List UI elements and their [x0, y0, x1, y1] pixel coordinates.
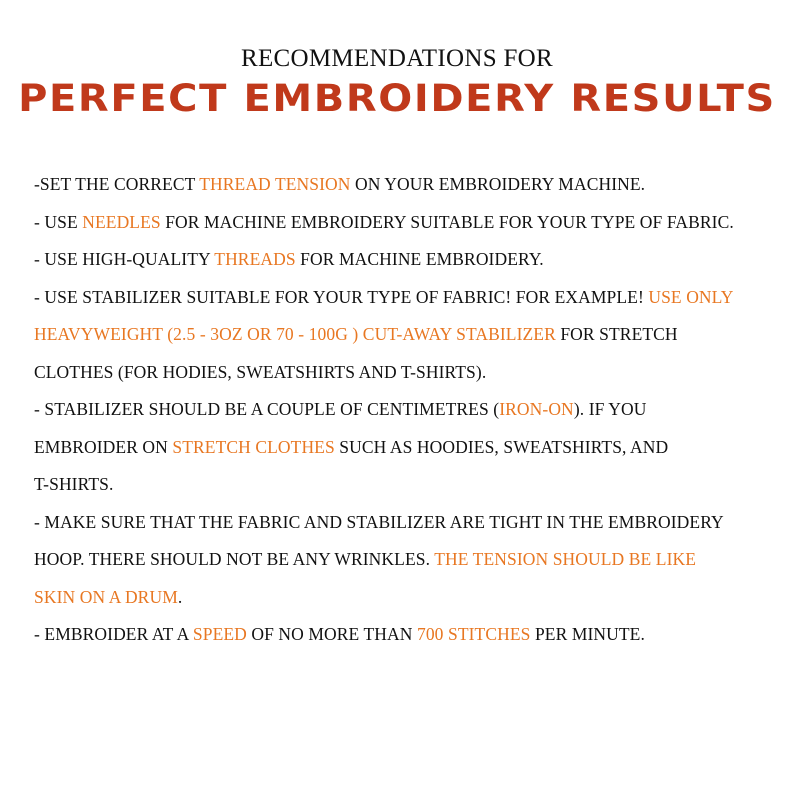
- text-segment: -SET THE CORRECT: [34, 174, 200, 194]
- highlighted-text: NEEDLES: [82, 211, 161, 232]
- highlighted-text: IRON-ON: [499, 399, 574, 419]
- text-line: [34, 616, 784, 654]
- text-line: [34, 429, 784, 467]
- highlighted-text: SPEED: [192, 624, 247, 644]
- text-segment: - MAKE SURE THAT THE FABRIC AND STABILIZER ARE TIGHT IN THE EMBROIDERY: [34, 511, 724, 532]
- text-line: [34, 354, 784, 392]
- text-line: [34, 166, 784, 204]
- recommendations-list: [34, 166, 784, 654]
- text-line: [34, 541, 784, 579]
- page-title: PERFECT EMBROIDERY RESULTS: [18, 77, 776, 120]
- text-segment: HOOP. THERE SHOULD NOT BE ANY WRINKLES.: [34, 549, 435, 569]
- text-line: [34, 241, 784, 279]
- text-line: [34, 204, 784, 242]
- text-line: [34, 391, 784, 429]
- text-line: [34, 279, 784, 317]
- text-segment: - STABILIZER SHOULD BE A COUPLE OF CENTIMETRES (: [34, 399, 500, 419]
- highlighted-text: THE TENSION SHOULD BE LIKE: [434, 549, 697, 569]
- highlighted-text: USE ONLY: [648, 286, 734, 307]
- text-segment: FOR MACHINE EMBROIDERY.: [295, 249, 544, 269]
- text-segment: - USE STABILIZER SUITABLE FOR YOUR TYPE OF FABRIC! FOR EXAMPLE!: [34, 286, 649, 307]
- text-line: [34, 579, 784, 617]
- text-segment: T-SHIRTS.: [34, 474, 114, 494]
- highlighted-text: 700 STITCHES: [416, 624, 531, 644]
- highlighted-text: STRETCH CLOTHES: [172, 436, 335, 457]
- text-line: [34, 466, 784, 504]
- text-line: [34, 316, 784, 354]
- highlighted-text: HEAVYWEIGHT (2.5 - 3OZ OR 70 - 100G ) CUT-AWAY STABILIZER: [34, 324, 556, 344]
- text-segment: SUCH AS HOODIES, SWEATSHIRTS, AND: [334, 436, 669, 457]
- highlighted-text: THREAD TENSION: [199, 174, 351, 194]
- highlighted-text: SKIN ON A DRUM: [34, 586, 178, 607]
- page-subtitle: RECOMMENDATIONS FOR: [241, 45, 553, 72]
- text-line: [34, 504, 784, 542]
- highlighted-text: THREADS: [214, 249, 296, 269]
- text-segment: .: [177, 586, 183, 607]
- text-segment: EMBROIDER ON: [34, 436, 173, 457]
- text-segment: OF NO MORE THAN: [246, 624, 417, 644]
- text-segment: FOR MACHINE EMBROIDERY SUITABLE FOR YOUR TYPE OF FABRIC.: [160, 211, 734, 232]
- text-segment: PER MINUTE.: [530, 624, 645, 644]
- text-segment: FOR STRETCH: [555, 324, 678, 344]
- text-segment: CLOTHES (FOR HODIES, SWEATSHIRTS AND T-SHIRTS).: [34, 361, 487, 382]
- text-segment: ). IF YOU: [573, 399, 647, 419]
- text-segment: ON YOUR EMBROIDERY MACHINE.: [350, 174, 646, 194]
- text-segment: - USE HIGH-QUALITY: [34, 249, 215, 269]
- text-segment: - EMBROIDER AT A: [34, 624, 193, 644]
- text-segment: - USE: [34, 211, 83, 232]
- header: [0, 44, 794, 122]
